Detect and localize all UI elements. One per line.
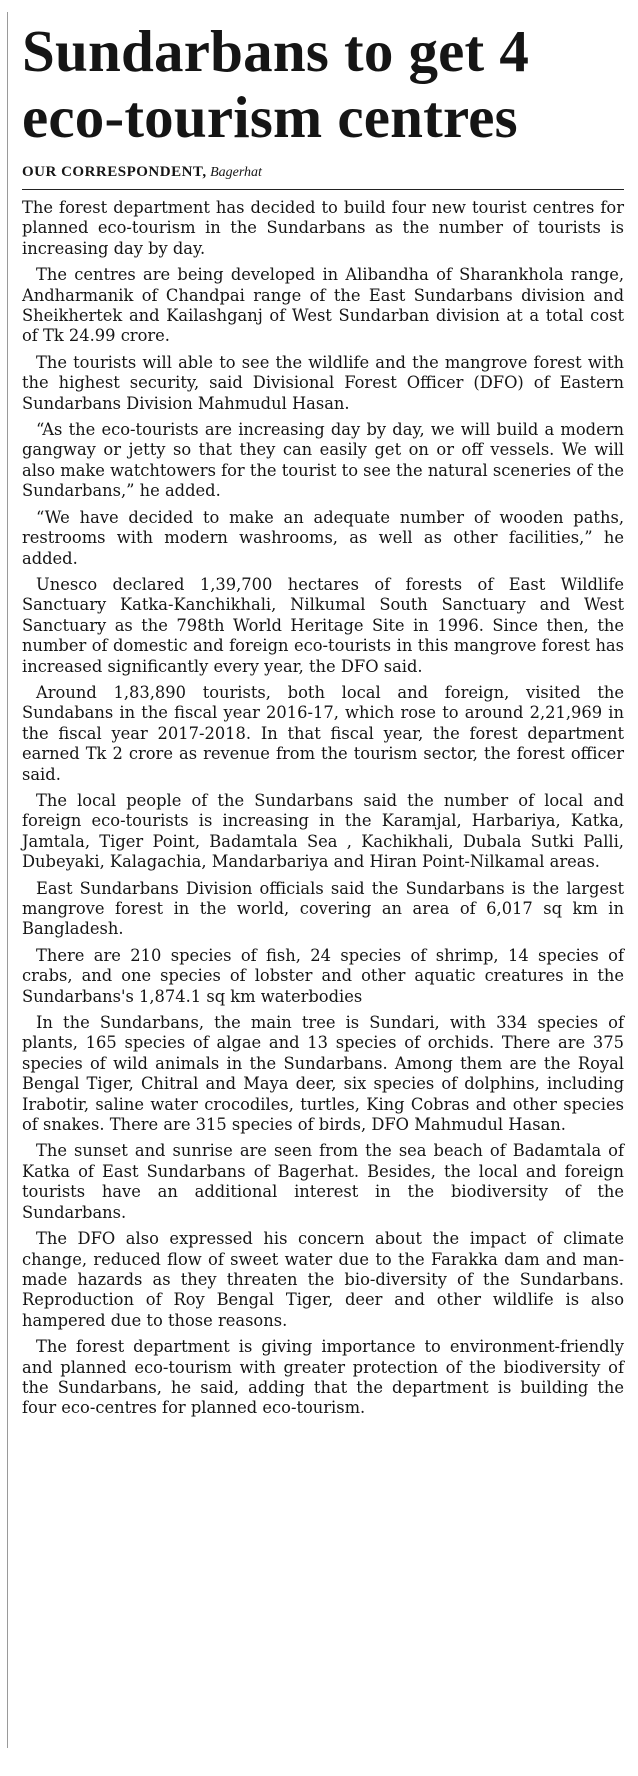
- paragraph: Around 1,83,890 tourists, both local and foreign, visited the Sundabans in the fiscal year 2016-17, which rose to around 2,21,969 in the fiscal year 2017-2018. In that fiscal year, the forest department earned Tk 2 crore as revenue from the tourism sector, the forest officer said.: [22, 682, 624, 784]
- paragraph: Unesco declared 1,39,700 hectares of forests of East Wildlife Sanctuary Katka-Kanchikhali, Nilkumal South Sanctuary and West Sanctuary as the 798th World Heritage Site in 1996. Since then, the number of domestic and foreign eco-tourists in this mangrove forest has increased significantly every year, the DFO said.: [22, 574, 624, 676]
- paragraph: The centres are being developed in Alibandha of Sharankhola range, Andharmanik of Chandpai range of the East Sundarbans division and Sheikhertek and Kailashganj of West Sundarban division at a total cost of Tk 24.99 crore.: [22, 265, 624, 346]
- left-column-rule: [7, 12, 8, 1748]
- paragraph: East Sundarbans Division officials said the Sundarbans is the largest mangrove forest in the world, covering an area of 6,017 sq km in Bangladesh.: [22, 878, 624, 939]
- paragraph: The local people of the Sundarbans said the number of local and foreign eco-tourists is increasing in the Karamjal, Harbariya, Katka, Jamtala, Tiger Point, Badamtala Sea , Kachikhali, Dubala Sutki Palli, Dubeyaki, Kalagachia, Mandarbariya and Hiran Point-Nilkamal areas.: [22, 790, 624, 872]
- paragraph: The sunset and sunrise are seen from the sea beach of Badamtala of Katka of East Sundarbans of Bagerhat. Besides, the local and foreign tourists have an additional interest in the biodiversity of the Sundarbans.: [22, 1141, 624, 1222]
- article-body: [22, 198, 624, 1419]
- paragraph: There are 210 species of fish, 24 species of shrimp, 14 species of crabs, and one species of lobster and other aquatic creatures in the Sundarbans's 1,874.1 sq km waterbodies: [22, 945, 624, 1006]
- paragraph: The DFO also expressed his concern about the impact of climate change, reduced flow of sweet water due to the Farakka dam and man-made hazards as they threaten the bio-diversity of the Sundarbans. Reproduction of Roy Bengal Tiger, deer and other wildlife is also hampered due to those reasons.: [22, 1229, 624, 1330]
- paragraph: In the Sundarbans, the main tree is Sundari, with 334 species of plants, 165 species of algae and 13 species of orchids. There are 375 species of wild animals in the Sundarbans. Among them are the Royal Bengal Tiger, Chitral and Maya deer, six species of dolphins, including Irabotir, saline water crocodiles, turtles, King Cobras and other species of snakes. There are 315 species of birds, DFO Mahmudul Hasan.: [22, 1013, 624, 1135]
- paragraph: “We have decided to make an adequate number of wooden paths, restrooms with modern washrooms, as well as other facilities,” he added.: [22, 507, 624, 568]
- paragraph: The forest department is giving importance to environment-friendly and planned eco-tourism with greater protection of the biodiversity of the Sundarbans, he said, adding that the department is building the four eco-centres for planned eco-tourism.: [22, 1337, 624, 1418]
- paragraph: “As the eco-tourists are increasing day by day, we will build a modern gangway or jetty so that they can easily get on or off vessels. We will also make watchtowers for the tourist to see the natural sceneries of the Sundarbans,” he added.: [22, 420, 624, 501]
- byline: [22, 163, 624, 182]
- byline-divider: [22, 189, 624, 190]
- paragraph: The tourists will able to see the wildlife and the mangrove forest with the highest security, said Divisional Forest Officer (DFO) of Eastern Sundarbans Division Mahmudul Hasan.: [22, 352, 624, 413]
- byline-place: Bagerhat: [210, 165, 262, 180]
- paragraph: The forest department has decided to build four new tourist centres for planned eco-tourism in the Sundarbans as the number of tourists is increasing day by day.: [22, 198, 624, 258]
- headline: Sundarbans to get 4 eco-tourism centres: [22, 18, 530, 150]
- byline-author: OUR CORRESPONDENT,: [22, 164, 207, 180]
